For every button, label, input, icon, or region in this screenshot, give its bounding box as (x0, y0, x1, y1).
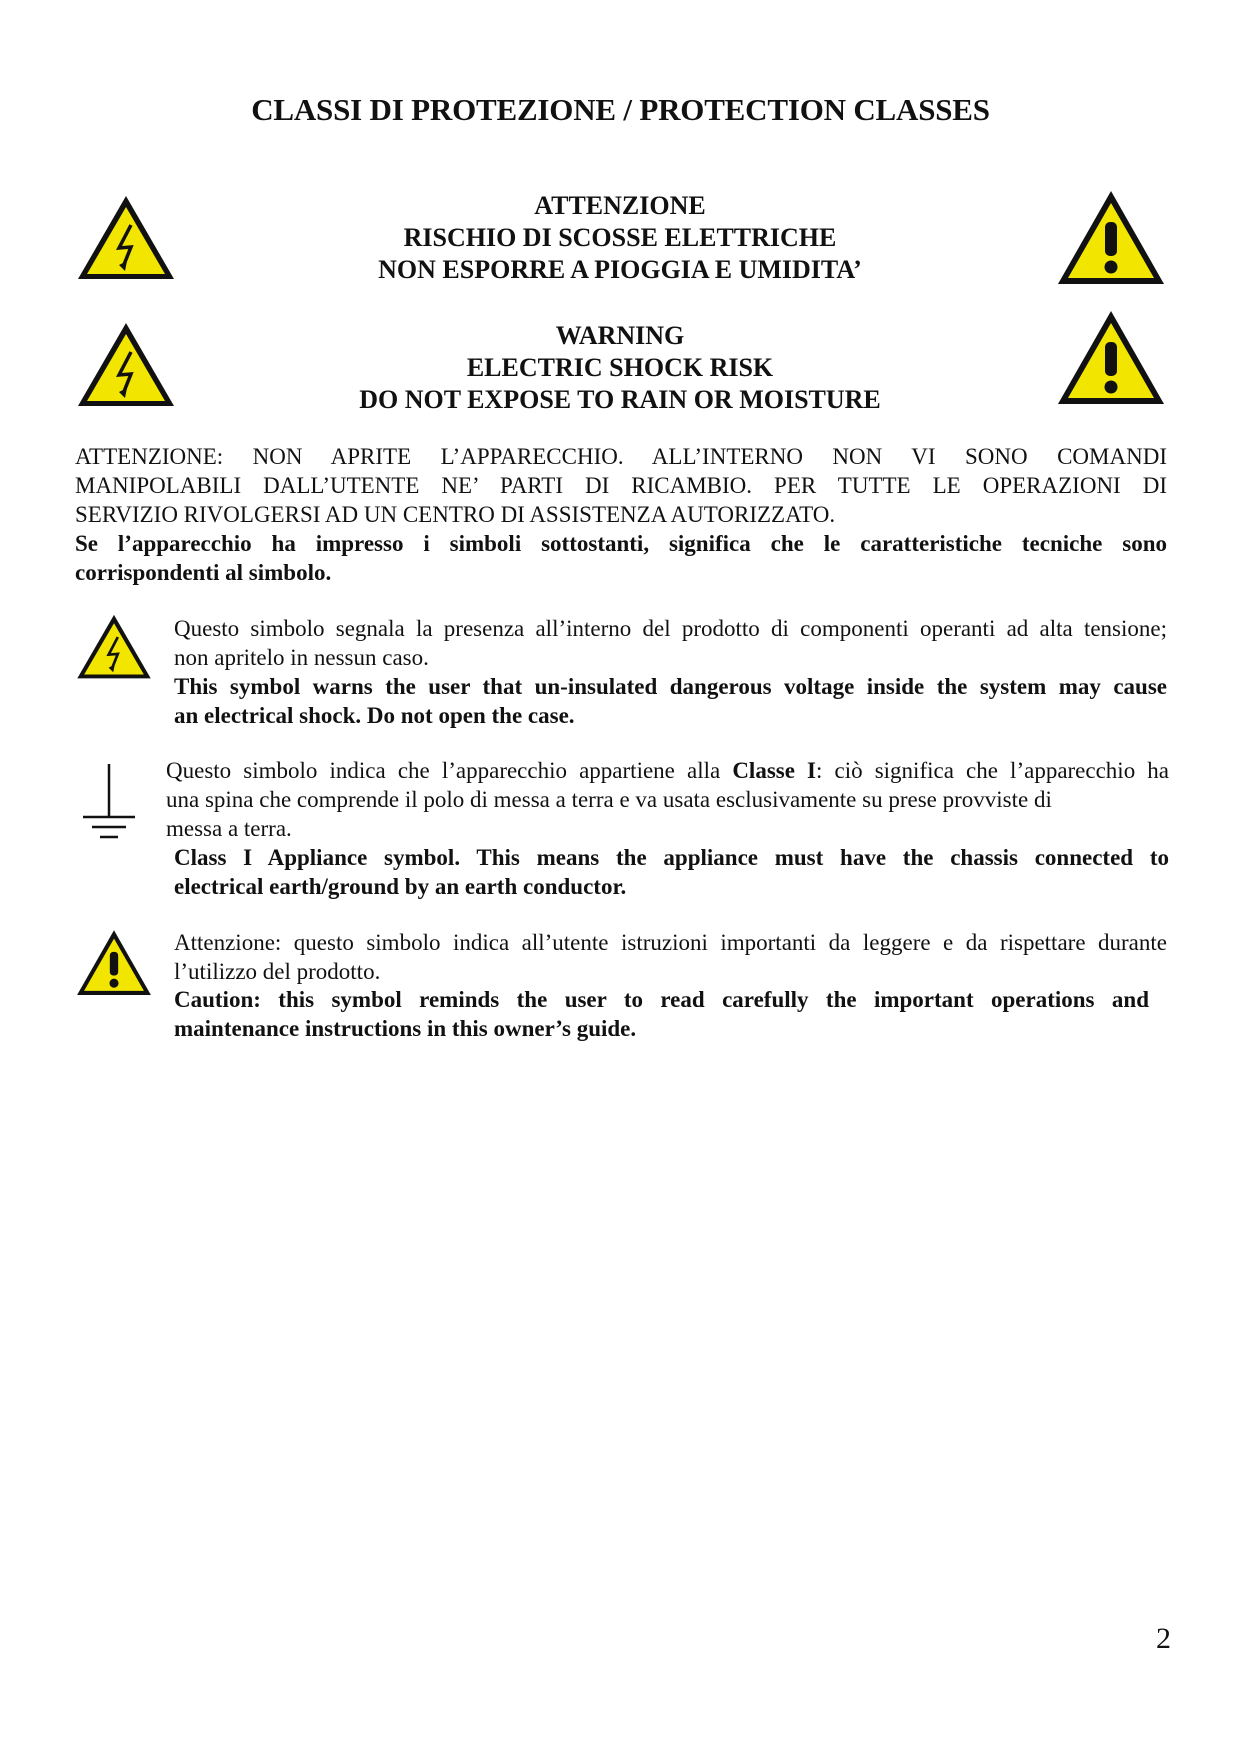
page-title: CLASSI DI PROTEZIONE / PROTECTION CLASSES (251, 92, 990, 127)
caution-text-en: maintenance instructions in this owner’s guide. (174, 1016, 637, 1041)
earth-text-en: electrical earth/ground by an earth conductor. (174, 874, 627, 899)
earth-text-part: : ciò significa che l’apparecchio ha (816, 758, 1170, 783)
warning-line: DO NOT EXPOSE TO RAIN OR MOISTURE (359, 385, 881, 414)
warning-block-english (250, 320, 990, 416)
caution-text-it: l’utilizzo del prodotto. (174, 959, 381, 984)
earth-symbol-description (166, 756, 1169, 843)
shock-text-en: This symbol warns the user that un-insulated dangerous voltage inside the system may cause (174, 674, 1167, 699)
shock-symbol-description (174, 614, 1167, 730)
electric-shock-warning-icon (75, 193, 177, 283)
earth-text-en: Class I Appliance symbol. This means the appliance must have the chassis connected to (174, 845, 1169, 870)
page-number: 2 (1156, 1622, 1171, 1655)
caution-symbol-description-en (174, 985, 1149, 1043)
class-label: Classe I (732, 758, 816, 783)
warning-block-italian (250, 190, 990, 286)
warning-heading: WARNING (555, 321, 685, 350)
warning-line: ELECTRIC SHOCK RISK (466, 353, 774, 382)
shock-text-it: Questo simbolo segnala la presenza all’interno del prodotto di componenti operanti ad alta tensione; (174, 616, 1167, 641)
exclamation-warning-icon (1055, 188, 1167, 288)
exclamation-warning-icon (1055, 308, 1167, 408)
notice-bold-line: Se l’apparecchio ha impresso i simboli sottostanti, significa che le caratteristiche tecniche sono (75, 531, 1167, 556)
earth-text-part: Questo simbolo indica che l’apparecchio appartiene alla (166, 758, 733, 783)
notice-line: SERVIZIO RIVOLGERSI AD UN CENTRO DI ASSISTENZA AUTORIZZATO. (75, 502, 836, 527)
caution-text-en: Caution: this symbol reminds the user to read carefully the important operations and (174, 987, 1149, 1012)
caution-symbol-description (174, 928, 1167, 986)
warning-line: NON ESPORRE A PIOGGIA E UMIDITA’ (378, 255, 862, 284)
earth-symbol-description-en (174, 843, 1169, 901)
warning-line: RISCHIO DI SCOSSE ELETTRICHE (403, 223, 837, 252)
notice-line: ATTENZIONE: NON APRITE L’APPARECCHIO. ALL’INTERNO NON VI SONO COMANDI (75, 444, 1167, 469)
earth-ground-icon (80, 760, 138, 844)
caution-text-it: Attenzione: questo simbolo indica all’utente istruzioni importanti da leggere e da rispettare durante (174, 930, 1167, 955)
notice-bold-line: corrispondenti al simbolo. (75, 560, 332, 585)
shock-text-it: non apritelo in nessun caso. (174, 645, 429, 670)
electric-shock-symbol-icon (75, 612, 153, 682)
service-notice (75, 442, 1167, 587)
warning-heading: ATTENZIONE (534, 191, 706, 220)
earth-text-it: messa a terra. (166, 816, 292, 841)
shock-text-en: an electrical shock. Do not open the case. (174, 703, 575, 728)
notice-line: MANIPOLABILI DALL’UTENTE NE’ PARTI DI RICAMBIO. PER TUTTE LE OPERAZIONI DI (75, 473, 1167, 498)
electric-shock-warning-icon (75, 320, 177, 410)
caution-exclamation-icon (75, 928, 153, 998)
earth-text-it (166, 756, 1169, 785)
earth-text-it: una spina che comprende il polo di messa a terra e va usata esclusivamente su prese provviste di (166, 787, 1052, 812)
